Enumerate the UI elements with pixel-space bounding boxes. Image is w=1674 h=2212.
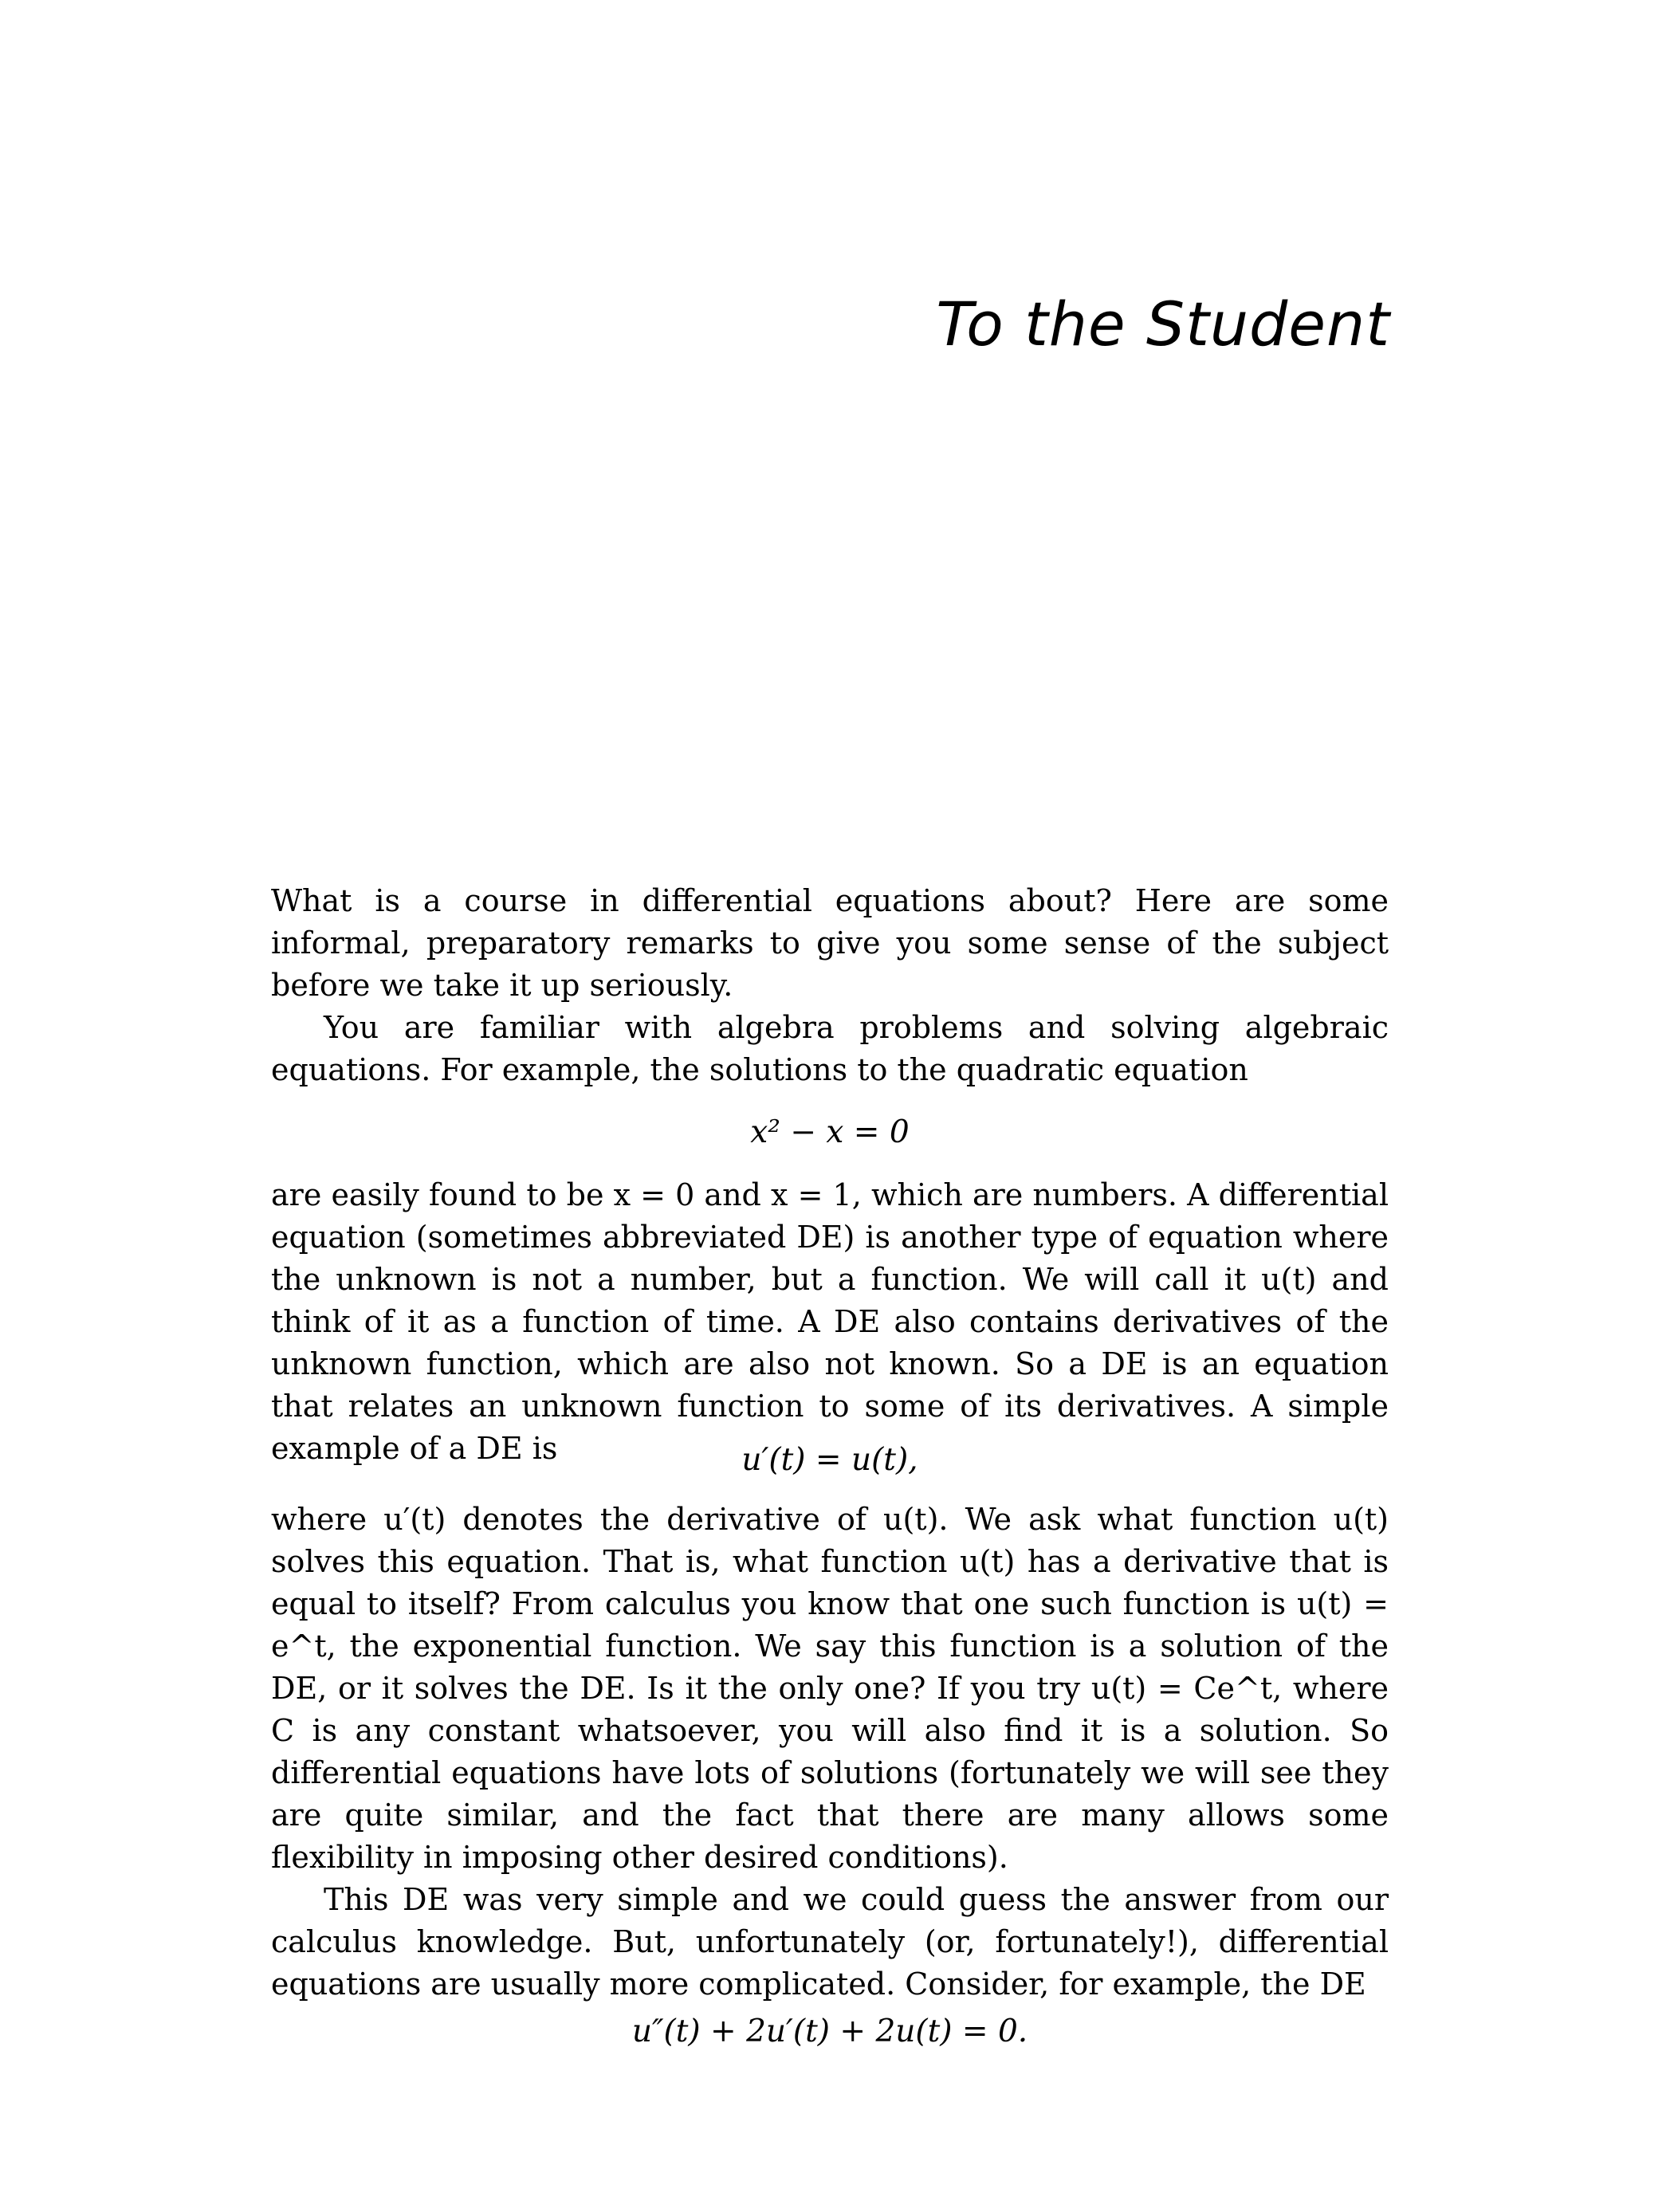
de-definition-block [271,1174,1389,1470]
paragraph-2: You are familiar with algebra problems and solving algebraic equations. For example, the solutions to the quadratic equation [271,1010,1389,1087]
equation-quadratic: x² − x = 0 [750,1114,910,1150]
page-title: To the Student [936,288,1390,359]
intro-block [271,880,1389,1091]
equation-simple-de: u′(t) = u(t), [741,1442,918,1478]
paragraph-5: This DE was very simple and we could guess the answer from our calculus knowledge. But, unfortunately (or, fortunately!), differential equations are usually more complicated. Consider, for example, the DE [271,1882,1389,2002]
paragraph-4: where u′(t) denotes the derivative of u(t). We ask what function u(t) solves this equation. That is, what function u(t) has a derivative that is equal to itself? From calculus you know that one such function is u(t) = e^t, the exponential function. We say this function is a solution of the DE, or it solves the DE. Is it the only one? If you try u(t) = Ce^t, where C is any constant whatsoever, you will also find it is a solution. So differential equations have lots of solutions (fortunately we will see they are quite similar, and the fact that there are many allows some flexibility in imposing other desired conditions). [271,1502,1389,1875]
paragraph-1: What is a course in differential equations about? Here are some informal, preparatory remarks to give you some sense of the subject before we take it up seriously. [271,883,1389,1003]
paragraph-3: are easily found to be x = 0 and x = 1, which are numbers. A differential equation (sometimes abbreviated DE) is another type of equation where the unknown is not a number, but a function. We will call it u(t) and think of it as a function of time. A DE also contains derivatives of the unknown function, which are also not known. So a DE is an equation that relates an unknown function to some of its derivatives. A simple example of a DE is [271,1177,1389,1466]
solution-discussion-block [271,1499,1389,2006]
equation-second-order-de: u″(t) + 2u′(t) + 2u(t) = 0. [631,2014,1028,2049]
